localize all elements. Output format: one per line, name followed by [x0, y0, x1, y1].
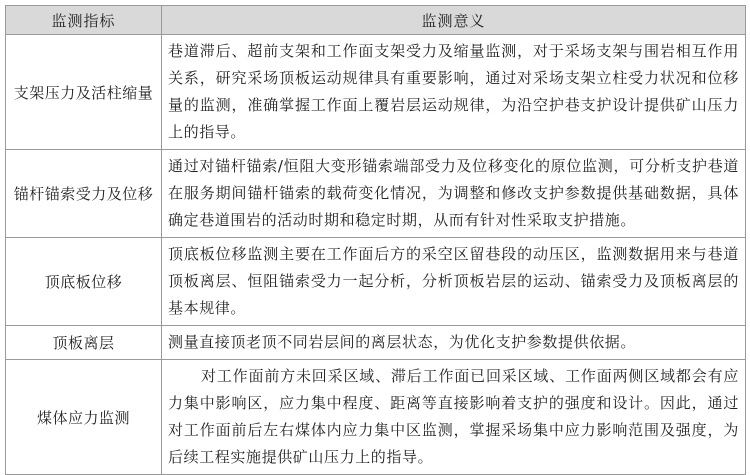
table-row — [6, 360, 746, 475]
meaning-cell: 对工作面前方未回采区域、滞后工作面已回采区域、工作面两侧区域都会有应力集中影响区，应力集中程度、距离等直接影响着支护的强度和设计。因此，通过对工作面前后左右煤体内应力集中区监测，掌握采场集中应力影响范围及强度，为后续工程实施提供矿山压力上的指导。 — [162, 360, 746, 475]
table-row — [6, 35, 746, 150]
table-row — [6, 150, 746, 238]
table-row — [6, 238, 746, 326]
indicator-cell: 支架压力及活柱缩量 — [6, 35, 162, 150]
meaning-cell: 测量直接顶老顶不同岩层间的离层状态，为优化支护参数提供依据。 — [162, 326, 746, 360]
header-meaning: 监测意义 — [162, 6, 746, 35]
table-row — [6, 326, 746, 360]
indicator-cell: 顶板离层 — [6, 326, 162, 360]
header-indicator: 监测指标 — [6, 6, 162, 35]
monitoring-table — [5, 5, 746, 475]
indicator-cell: 顶底板位移 — [6, 238, 162, 326]
meaning-cell: 通过对锚杆锚索/恒阻大变形锚索端部受力及位移变化的原位监测，可分析支护巷道在服务期间锚杆锚索的载荷变化情况，为调整和修改支护参数提供基础数据，具体确定巷道围岩的活动时期和稳定时期，从而有针对性采取支护措施。 — [162, 150, 746, 238]
meaning-cell: 巷道滞后、超前支架和工作面支架受力及缩量监测，对于采场支架与围岩相互作用关系，研究采场顶板运动规律具有重要影响，通过对采场支架立柱受力状况和位移量的监测，准确掌握工作面上覆岩层运动规律，为沿空护巷支护设计提供矿山压力上的指导。 — [162, 35, 746, 150]
indicator-cell: 锚杆锚索受力及位移 — [6, 150, 162, 238]
meaning-cell: 顶底板位移监测主要在工作面后方的采空区留巷段的动压区，监测数据用来与巷道顶板离层、恒阻锚索受力一起分析，分析顶板岩层的运动、锚索受力及顶板离层的基本规律。 — [162, 238, 746, 326]
indicator-cell: 煤体应力监测 — [6, 360, 162, 475]
table-header-row — [6, 6, 746, 35]
